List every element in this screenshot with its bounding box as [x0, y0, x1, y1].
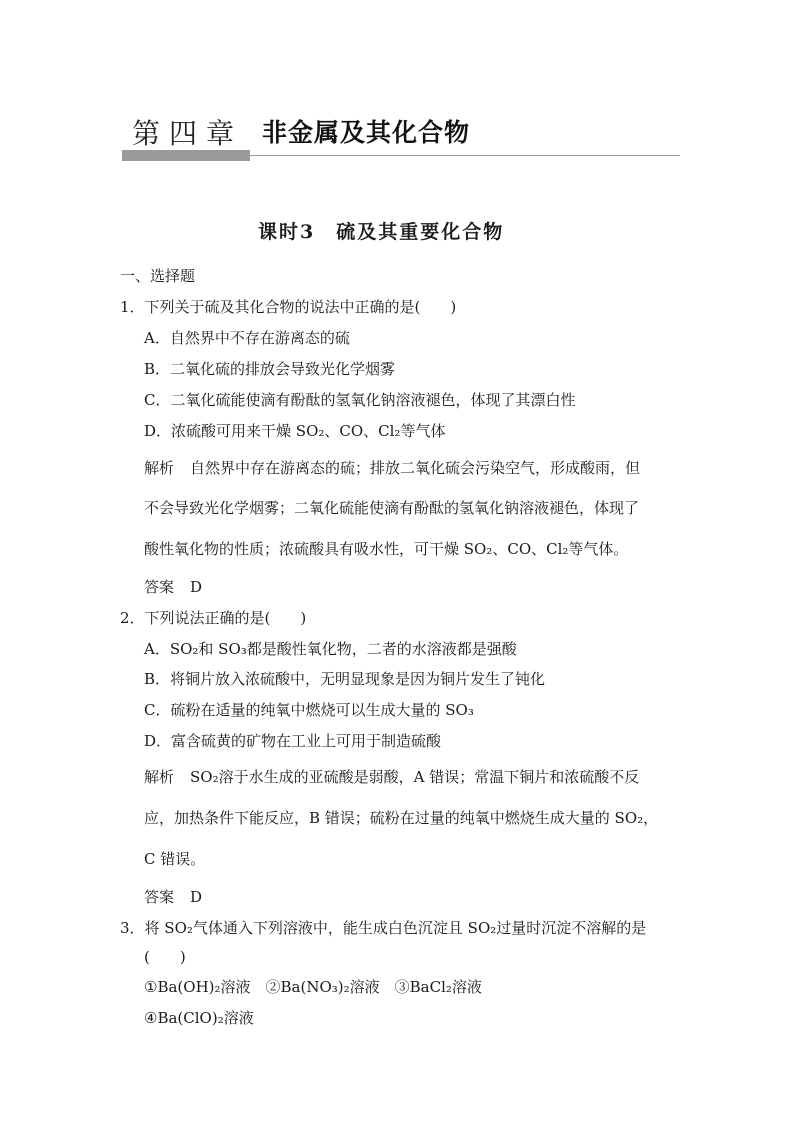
q2-answer-label: 答案 [144, 888, 175, 906]
q3-options-line-2: ④Ba(ClO)₂溶液 [144, 1009, 254, 1027]
q1-option-b: B．二氧化硫的排放会导致光化学烟雾 [144, 360, 396, 378]
q2-option-d: D．富含硫黄的矿物在工业上可用于制造硫酸 [144, 732, 442, 750]
section-title: 一、选择题 [120, 267, 196, 285]
q1-explanation-label: 解析 [144, 459, 175, 477]
chapter-title: 非金属及其化合物 [262, 118, 471, 147]
q2-explanation-label: 解析 [144, 768, 175, 786]
q1-option-d: D．浓硫酸可用来干燥 SO₂、CO、Cl₂等气体 [144, 422, 446, 440]
q2-answer [144, 886, 202, 907]
q2-explanation-line-2: 应，加热条件下能反应，B 错误；硫粉在过量的纯氧中燃烧生成大量的 SO₂， [144, 809, 659, 827]
q3-options-line-1: ①Ba(OH)₂溶液 ②Ba(NO₃)₂溶液 ③BaCl₂溶液 [144, 978, 482, 996]
q2-option-a: A．SO₂和 SO₃都是酸性氧化物，二者的水溶液都是强酸 [144, 640, 517, 658]
lesson-title: 课时3 硫及其重要化合物 [258, 221, 505, 243]
q1-explanation-line-2: 不会导致光化学烟雾；二氧化硫能使滴有酚酞的氢氧化钠溶液褪色，体现了 [144, 499, 640, 517]
q2-option-b: B．将铜片放入浓硫酸中，无明显现象是因为铜片发生了钝化 [144, 670, 546, 688]
header-rule-thin [250, 155, 680, 156]
q1-answer [144, 576, 202, 597]
q2-explanation-line-1 [144, 766, 639, 787]
q2-answer-value: D [190, 888, 203, 906]
q1-answer-value: D [190, 578, 203, 596]
q1-stem: 1．下列关于硫及其化合物的说法中正确的是( ) [120, 298, 457, 316]
q2-explanation-line-3: C 错误。 [144, 850, 206, 868]
q2-option-c: C．硫粉在适量的纯氧中燃烧可以生成大量的 SO₃ [144, 701, 474, 719]
q2-explanation-text-1: SO₂溶于水生成的亚硫酸是弱酸，A 错误；常温下铜片和浓硫酸不反 [190, 768, 640, 786]
chapter-number: 第四章 [132, 117, 244, 150]
q2-stem: 2．下列说法正确的是( ) [120, 609, 307, 627]
q1-option-c: C．二氧化硫能使滴有酚酞的氢氧化钠溶液褪色，体现了其漂白性 [144, 391, 576, 409]
q1-option-a: A．自然界中不存在游离态的硫 [144, 329, 350, 347]
q1-explanation-line-1 [144, 457, 640, 478]
q3-answer-paren: ( ) [144, 948, 186, 966]
q1-explanation-text-1: 自然界中存在游离态的硫；排放二氧化硫会污染空气，形成酸雨，但 [190, 459, 641, 477]
q1-explanation-line-3: 酸性氧化物的性质；浓硫酸具有吸水性，可干燥 SO₂、CO、Cl₂等气体。 [144, 540, 629, 558]
q1-answer-label: 答案 [144, 578, 175, 596]
q3-stem: 3．将 SO₂气体通入下列溶液中，能生成白色沉淀且 SO₂过量时沉淀不溶解的是 [120, 919, 647, 937]
header-rule-thick [122, 150, 250, 161]
